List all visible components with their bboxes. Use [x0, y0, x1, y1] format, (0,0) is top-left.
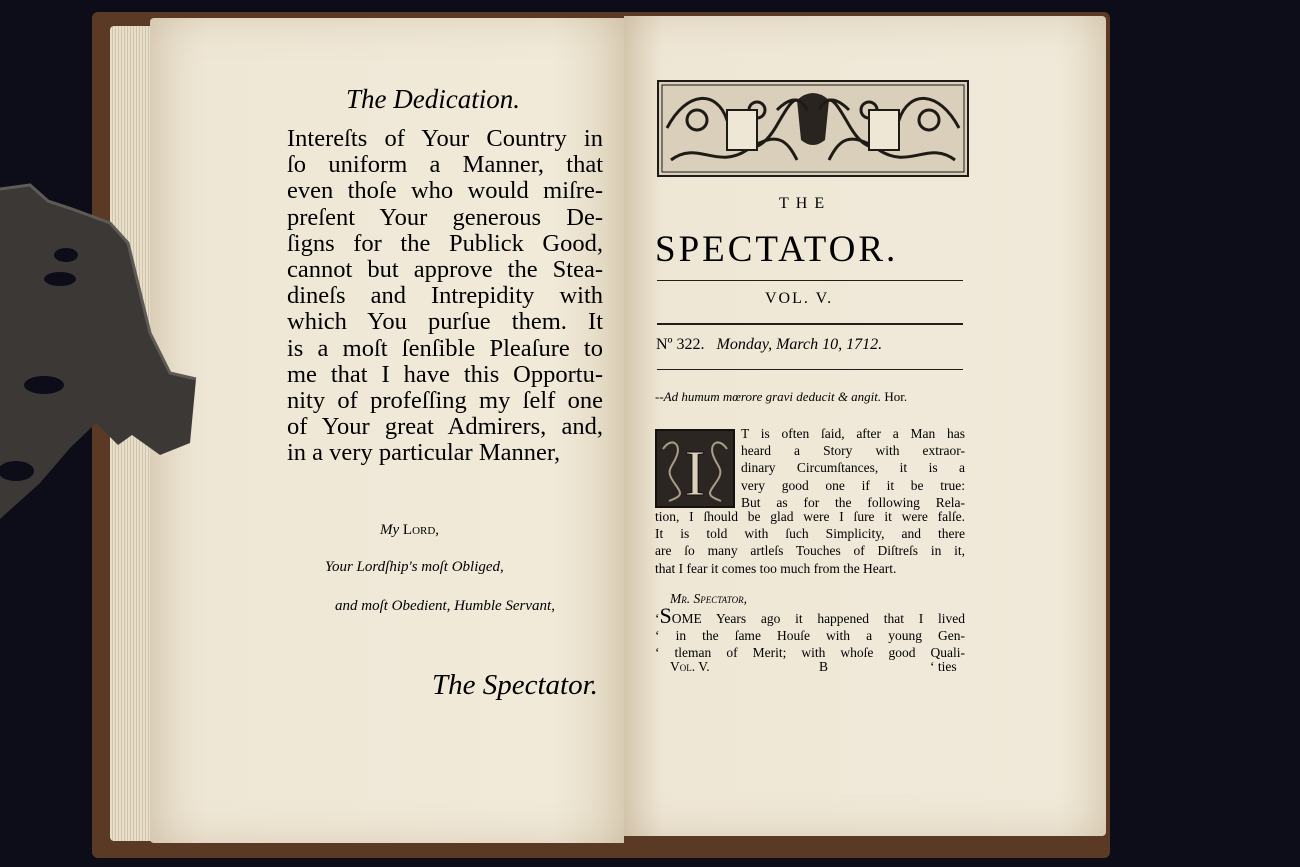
letter-salutation-text: Mr. Spectator,	[670, 591, 747, 606]
closing-line-2: and moſt Obedient, Humble Servant,	[335, 598, 555, 614]
drop-cap-initial	[655, 429, 735, 508]
dedication-line: me that I have this Opportu-	[287, 360, 603, 388]
dedication-line: nity of profeſſing my ſelf one	[287, 387, 603, 415]
footer-signature-mark: B	[819, 659, 829, 674]
masthead-the: THE	[779, 195, 832, 212]
rule-top	[657, 280, 963, 281]
intro-line: are ſo many artleſs Touches of Diſtreſs in it,	[655, 543, 965, 559]
rule-issue	[657, 369, 963, 370]
salutation-comma: ,	[435, 522, 440, 538]
dedication-line: is a moſt ſenſible Pleaſure to	[287, 334, 603, 362]
dedication-line: Intereſts of Your Country in	[287, 125, 603, 152]
footer-volume: Vol. V.	[670, 659, 710, 674]
intro-line: heard a Story with extraor-	[741, 443, 965, 459]
dedication-salutation	[380, 522, 439, 539]
dedication-line: ſigns for the Publick Good,	[287, 229, 603, 257]
letter-capital: S	[659, 603, 672, 628]
letter-salutation	[670, 591, 747, 607]
dedication-line: of Your great Admirers, and,	[287, 413, 603, 441]
motto-author: Hor.	[884, 389, 908, 404]
salutation-lord: Lord	[402, 522, 436, 538]
intro-line: tion, I ſhould be glad were I ſure it were falſe.	[655, 509, 965, 524]
letter-text	[655, 603, 965, 661]
letter-line: ‘ in the ſame Houſe with a young Gen-	[655, 628, 965, 643]
dedication-heading: The Dedication.	[346, 84, 520, 114]
dedication-signature: The Spectator.	[432, 669, 598, 701]
intro-indented-text	[741, 425, 965, 511]
drop-cap-letter: I	[684, 437, 706, 508]
intro-line: But as for the following Rela-	[741, 494, 965, 510]
issue-number: Nº 322.	[656, 336, 705, 353]
issue-line	[656, 336, 946, 354]
intro-full-text	[655, 508, 965, 577]
ornamental-headpiece-icon	[657, 80, 969, 177]
closing-line-1: Your Lordſhip's moſt Obliged,	[325, 559, 504, 575]
intro-line: It is told with ſuch Simplicity, and there	[655, 526, 965, 542]
dedication-line: ſo uniform a Manner, that	[287, 151, 603, 179]
bookmark-clip-icon	[0, 183, 200, 523]
intro-line: dinary Circumſtances, it is a	[741, 460, 965, 476]
letter-quote-mark: ‘	[655, 611, 660, 626]
footer-catchword: ‘ ties	[930, 659, 957, 674]
intro-line: that I fear it comes too much from the Heart.	[655, 560, 897, 576]
salutation-prefix: My	[380, 522, 403, 538]
letter-line	[655, 603, 965, 628]
dedication-line: preſent Your generous De-	[287, 203, 603, 231]
intro-line: very good one if it be true:	[741, 477, 965, 493]
rule-volume	[657, 323, 963, 325]
dedication-line: even thoſe who would miſre-	[287, 177, 603, 205]
masthead-title: SPECTATOR.	[655, 229, 899, 270]
letter-line-1: OME Years ago it happened that I lived	[671, 611, 965, 626]
issue-date: Monday, March 10, 1712.	[716, 336, 883, 353]
motto	[655, 389, 907, 405]
dedication-line: in a very particular Manner,	[287, 439, 561, 467]
dedication-line: which You purſue them. It	[287, 308, 603, 336]
intro-line: T is often ſaid, after a Man has	[741, 426, 965, 441]
dedication-line: cannot but approve the Stea-	[287, 256, 603, 284]
dedication-line: dineſs and Intrepidity with	[287, 282, 603, 310]
letter-line: ‘ tleman of Merit; with whoſe good Quali-	[655, 645, 965, 660]
motto-text: --Ad humum mœrore gravi deducit & angit.	[655, 389, 882, 404]
dedication-body	[287, 126, 603, 467]
volume-label: VOL. V.	[765, 290, 834, 307]
